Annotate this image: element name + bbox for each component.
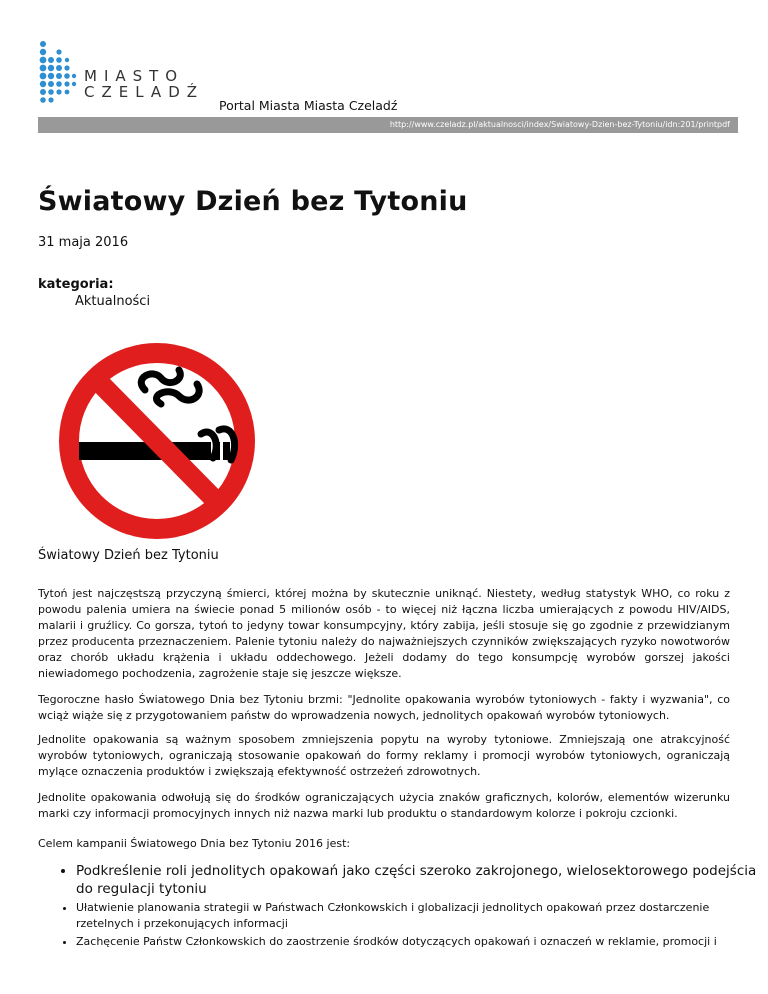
no-smoking-icon	[35, 334, 279, 546]
logo-line-1: MIASTO	[84, 67, 185, 85]
article-paragraph: Tytoń jest najczęstszą przyczyną śmierci, której można by skutecznie uniknąć. Niestety, według statystyk WHO, co roku z powodu palenia umiera na świecie ponad 5 milionów osób - to więcej niż łączna liczba umierających z powodu HIV/AIDS, malarii i gruźlicy. Co gorsza, tytoń to jedyny towar konsumpcyjny, który zabija, jeśli stosuje się go zgodnie z przewidzianym przez producenta przeznaczeniem. Palenie tytoniu należy do najważniejszych czynników zwiększających ryzyko nowotworów oraz chorób układu krążenia i układu oddechowego. Jeżeli dodamy do tego konsumpcję wyrobów gorszej jakości niewiadomego pochodzenia, zagrożenie staje się jeszcze większe.	[38, 587, 730, 680]
article-paragraph: Celem kampanii Światowego Dnia bez Tytoniu 2016 jest:	[38, 837, 351, 850]
category-label: kategoria:	[38, 277, 114, 292]
article-date: 31 maja 2016	[38, 235, 129, 250]
logo-line-2: CZELADŹ	[84, 83, 205, 101]
article-paragraph: Jednolite opakowania są ważnym sposobem zmniejszenia popytu na wyroby tytoniowe. Zmniejszają one atrakcyjność wyrobów tytoniowych, ograniczają stosowanie opakowań do formy reklamy i promocji wyrobów tytoniowych, ograniczają mylące oznaczenia produktów i zwiększają efektywność ostrzeżeń zdrowotnych.	[38, 733, 730, 778]
article-paragraph: Jednolite opakowania odwołują się do środków ograniczających użycia znaków graficznych, kolorów, elementów wizerunku marki czy informacji promocyjnych innych niż nazwa marki lub produktu o standardowym kolorze i pokroju czcionki.	[38, 791, 730, 820]
article-title: Światowy Dzień bez Tytoniu	[38, 186, 468, 217]
image-caption: Światowy Dzień bez Tytoniu	[38, 548, 219, 563]
list-item: • Podkreślenie roli jednolitych opakowań jako części szeroko zakrojonego, wielosektorowego podejścia do regulacji tytoniu	[76, 862, 768, 898]
list-item: • Zachęcenie Państw Członkowskich do zaostrzenie środków dotyczących opakowań i oznaczeń w reklamie, promocji i	[76, 934, 768, 950]
url-bar[interactable]: http://www.czeladz.pl/aktualnosci/index/Swiatowy-Dzien-bez-Tytoniu/idn:201/printpdf	[38, 117, 738, 133]
logo-wordmark	[84, 68, 204, 100]
list-item: • Ułatwienie planowania strategii w Państwach Członkowskich i globalizacji jednolitych opakowań przez dostarczenie rzetelnych i przekonujących informacji	[76, 900, 768, 932]
site-header	[38, 36, 738, 116]
campaign-goals-list	[38, 862, 768, 950]
article-paragraph: Tegoroczne hasło Światowego Dnia bez Tytoniu brzmi: "Jednolite opakowania wyrobów tytoniowych - fakty i wyzwania", co wciąż wiąże się z przygotowaniem państw do wprowadzenia nowych, jednolitych opakowań wyrobów tytoniowych.	[38, 693, 730, 722]
city-logo-icon	[38, 38, 78, 110]
portal-name: Portal Miasta Miasta Czeladź	[219, 98, 398, 113]
category-value[interactable]: Aktualności	[75, 294, 151, 309]
